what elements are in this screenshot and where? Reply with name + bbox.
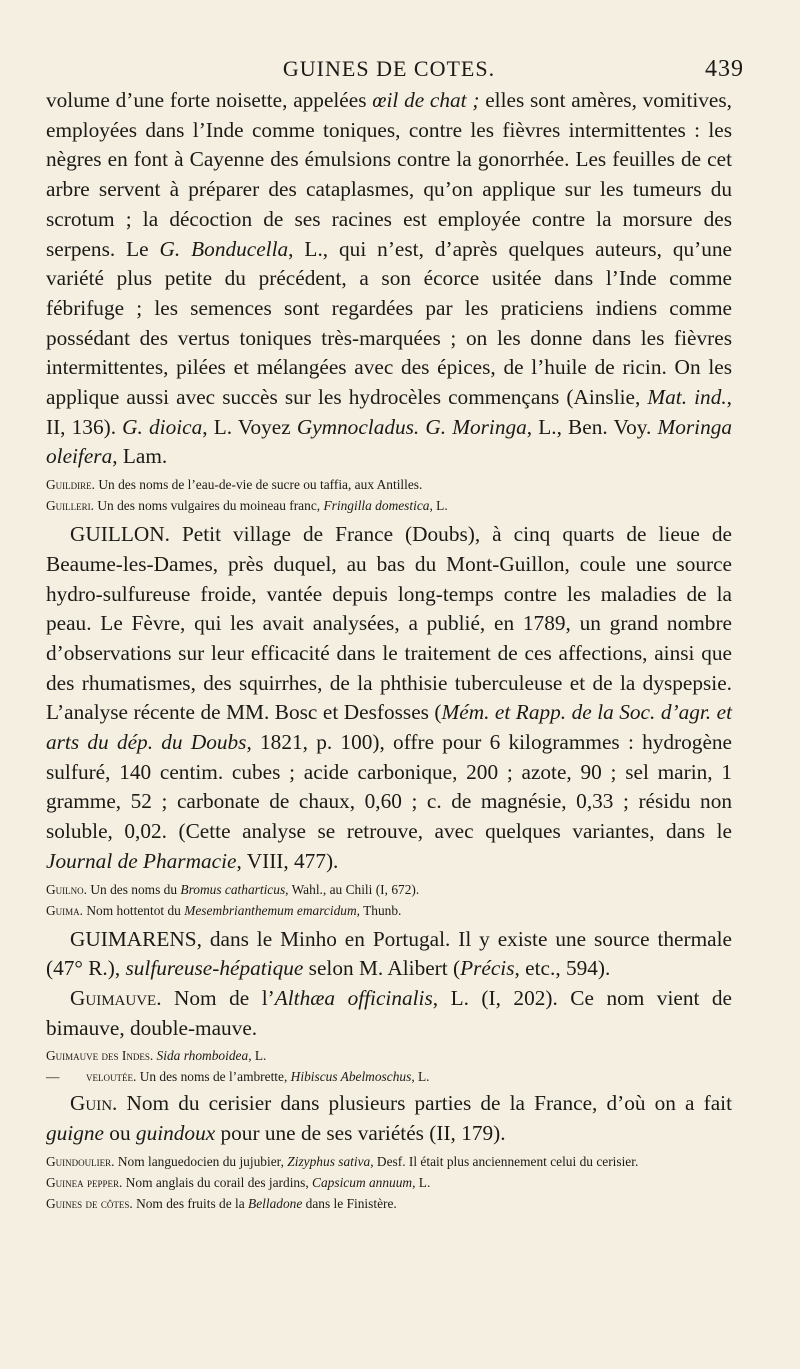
text: elles sont amères, vomitives, employées dans l’Inde comme toniques, contre les fièvres intermittentes : les nègres en font à Cayenne des émulsions contre la gonorrhée. Les feuilles de cet arbre servent à préparer des cataplasmes, qu’on applique sur les tumeurs du scrotum ; la décoction de ses racines est employée contre la morsure des serpens. Le (46, 88, 732, 261)
entry-guildire (46, 474, 732, 495)
entry-term: Guimauve des Indes. (46, 1048, 154, 1064)
scientific-name: Mesembrianthemum emarcidum (184, 902, 357, 918)
entry-term: Guinea pepper. (46, 1174, 123, 1190)
scientific-name: Capsicum annuum (312, 1174, 413, 1190)
ditto-dash (46, 1066, 86, 1087)
entry-text: , L. (412, 1174, 431, 1190)
entry-term: Guindoulier. (46, 1153, 115, 1169)
text: , II, 136). (46, 385, 732, 439)
entry-text: ou (103, 1121, 136, 1146)
italic-term: sulfureuse-hépatique (125, 956, 304, 981)
entry-text: Nom des fruits de la (132, 1195, 249, 1211)
entry-text: GUIMARENS, dans le Minho en Portugal. Il y existe une source thermale (47° R.), (46, 926, 732, 981)
italic-term: Mat. ind. (647, 385, 727, 410)
text: , L., qui n’est, d’après quelques auteurs, qu’une variété plus petite du précédent, a son écorce usitée dans l’Inde comme fébrifuge ; les semences sont regardées par les praticiens indiens comme possédant des vertus toniques très-marquées ; on les donne dans les fièvres intermittentes, pilées et mélangées avec des épices, de l’huile de ricin. On les applique aussi avec succès sur les hydrocèles commençans (Ainslie, (46, 236, 732, 410)
italic-term: guigne (46, 1121, 104, 1146)
entry-guimauve-veloutee (46, 1066, 732, 1087)
italic-term: Mém. et Rapp. de la Soc. d’agr. et arts du dép. du Doubs (46, 700, 732, 755)
entry-text: Un des noms vulgaires du moineau franc, (94, 498, 324, 514)
italic-term: guindoux (135, 1121, 216, 1146)
entry-text: , L. (411, 1069, 430, 1085)
running-header (46, 52, 744, 86)
entry-guilleri (46, 495, 732, 516)
entry-guimauve (46, 984, 732, 1043)
italic-term: Gymnocladus. G. Moringa (296, 414, 527, 439)
entry-text: , etc., 594). (514, 956, 611, 981)
entry-text: Nom anglais du corail des jardins, (122, 1174, 313, 1190)
entry-term: Guilleri. (46, 498, 95, 514)
entry-guin (46, 1089, 732, 1148)
entry-term: Guimauve. (70, 985, 162, 1010)
italic-term: G. dioica (122, 414, 203, 439)
book-page (46, 52, 744, 1214)
text: , Lam. (112, 444, 168, 469)
entry-guilno (46, 879, 732, 900)
entry-text: , L. (429, 498, 448, 514)
text: , L. Voyez (202, 414, 297, 439)
italic-term: Moringa oleifera (46, 414, 733, 469)
entry-text: pour une de ses variétés (II, 179). (215, 1121, 506, 1146)
entry-term: Guines de côtes. (46, 1195, 133, 1211)
entry-term: Guilno. (46, 881, 88, 897)
entry-text: Nom languedocien du jujubier, (114, 1153, 288, 1169)
entry-text: , VIII, 477). (236, 848, 339, 873)
entry-guines-de-cotes (46, 1193, 732, 1214)
entry-guindoulier (46, 1151, 732, 1172)
dash-mark: — (46, 1069, 60, 1085)
entry-text: , L. (248, 1048, 267, 1064)
entry-term: Guima. (46, 902, 84, 918)
scientific-name: Sida rhomboidea (156, 1048, 249, 1064)
entry-text: Un des noms de l’eau-de-vie de sucre ou taffia, aux Antilles. (95, 477, 423, 493)
entry-text: Un des noms du (87, 881, 181, 897)
entry-text: Nom du cerisier dans plusieurs parties de la France, d’où on a fait (117, 1091, 732, 1116)
italic-term: œil de chat ; (372, 88, 480, 112)
entry-text: , L. (I, 202). Ce nom vient de bimauve, double-mauve. (46, 985, 732, 1040)
entry-text: dans le Finistère. (302, 1195, 397, 1211)
page-number: 439 (705, 56, 744, 82)
entry-term: Guin. (70, 1091, 118, 1116)
entry-text: Nom hottentot du (83, 902, 185, 918)
scientific-name: Belladone (248, 1195, 303, 1211)
entry-guima (46, 900, 732, 921)
entry-text: selon M. Alibert ( (303, 956, 461, 981)
entry-text: , Thunb. (356, 902, 402, 918)
italic-term: Précis (460, 956, 515, 981)
entry-term: Guildire. (46, 477, 96, 493)
italic-term: Althæa officinalis (274, 985, 433, 1010)
entry-text: , Desf. Il était plus anciennement celui du cerisier. (370, 1153, 639, 1169)
scientific-name: Hibiscus Abelmoschus (290, 1069, 412, 1085)
text: , L., Ben. Voy. (526, 414, 658, 439)
paragraph-continued (46, 86, 732, 472)
scientific-name: Fringilla domestica (323, 498, 430, 514)
text: volume d’une forte noisette, appelées (46, 88, 373, 112)
italic-term: Journal de Pharmacie (46, 848, 237, 873)
entry-text: , 1821, p. 100), offre pour 6 kilogrammes : hydrogène sulfuré, 140 centim. cubes ; acide carbonique, 200 ; azote, 90 ; sel marin, 1 gramme, 52 ; carbonate de chaux, 0,60 ; c. de magnésie, 0,33 ; résidu non soluble, 0,02. (Cette analyse se retrouve, avec quelques variantes, dans le (46, 730, 732, 844)
entry-guinea-pepper (46, 1172, 732, 1193)
entry-text: GUILLON. Petit village de France (Doubs), à cinq quarts de lieue de Beaume-les-Dames, près duquel, au bas du Mont-Guillon, coule une source hydro-sulfureuse froide, vantée depuis long-temps contre les maladies de la peau. Le Fèvre, qui les avait analysées, a publié, en 1789, un grand nombre d’observations sur leur efficacité dans le traitement de ces affections, ainsi que des rhumatismes, des squirrhes, de la phthisie tuberculeuse et de la dyspepsie. L’analyse récente de MM. Bosc et Desfosses ( (46, 522, 732, 725)
italic-term: G. Bonducella (159, 236, 289, 261)
entry-guimarens (46, 925, 732, 984)
entry-text: Nom de l’ (161, 985, 275, 1010)
scientific-name: Zizyphus sativa (287, 1153, 371, 1169)
running-title: GUINES DE COTES. (282, 56, 496, 81)
entry-text: , Wahl., au Chili (I, 672). (285, 881, 420, 897)
entry-text: Un des noms de l’ambrette, (136, 1069, 291, 1085)
entry-guimauve-des-indes (46, 1045, 732, 1066)
entry-guillon (46, 520, 732, 876)
scientific-name: Bromus catharticus (180, 881, 286, 897)
entry-term: veloutée. (86, 1069, 137, 1085)
